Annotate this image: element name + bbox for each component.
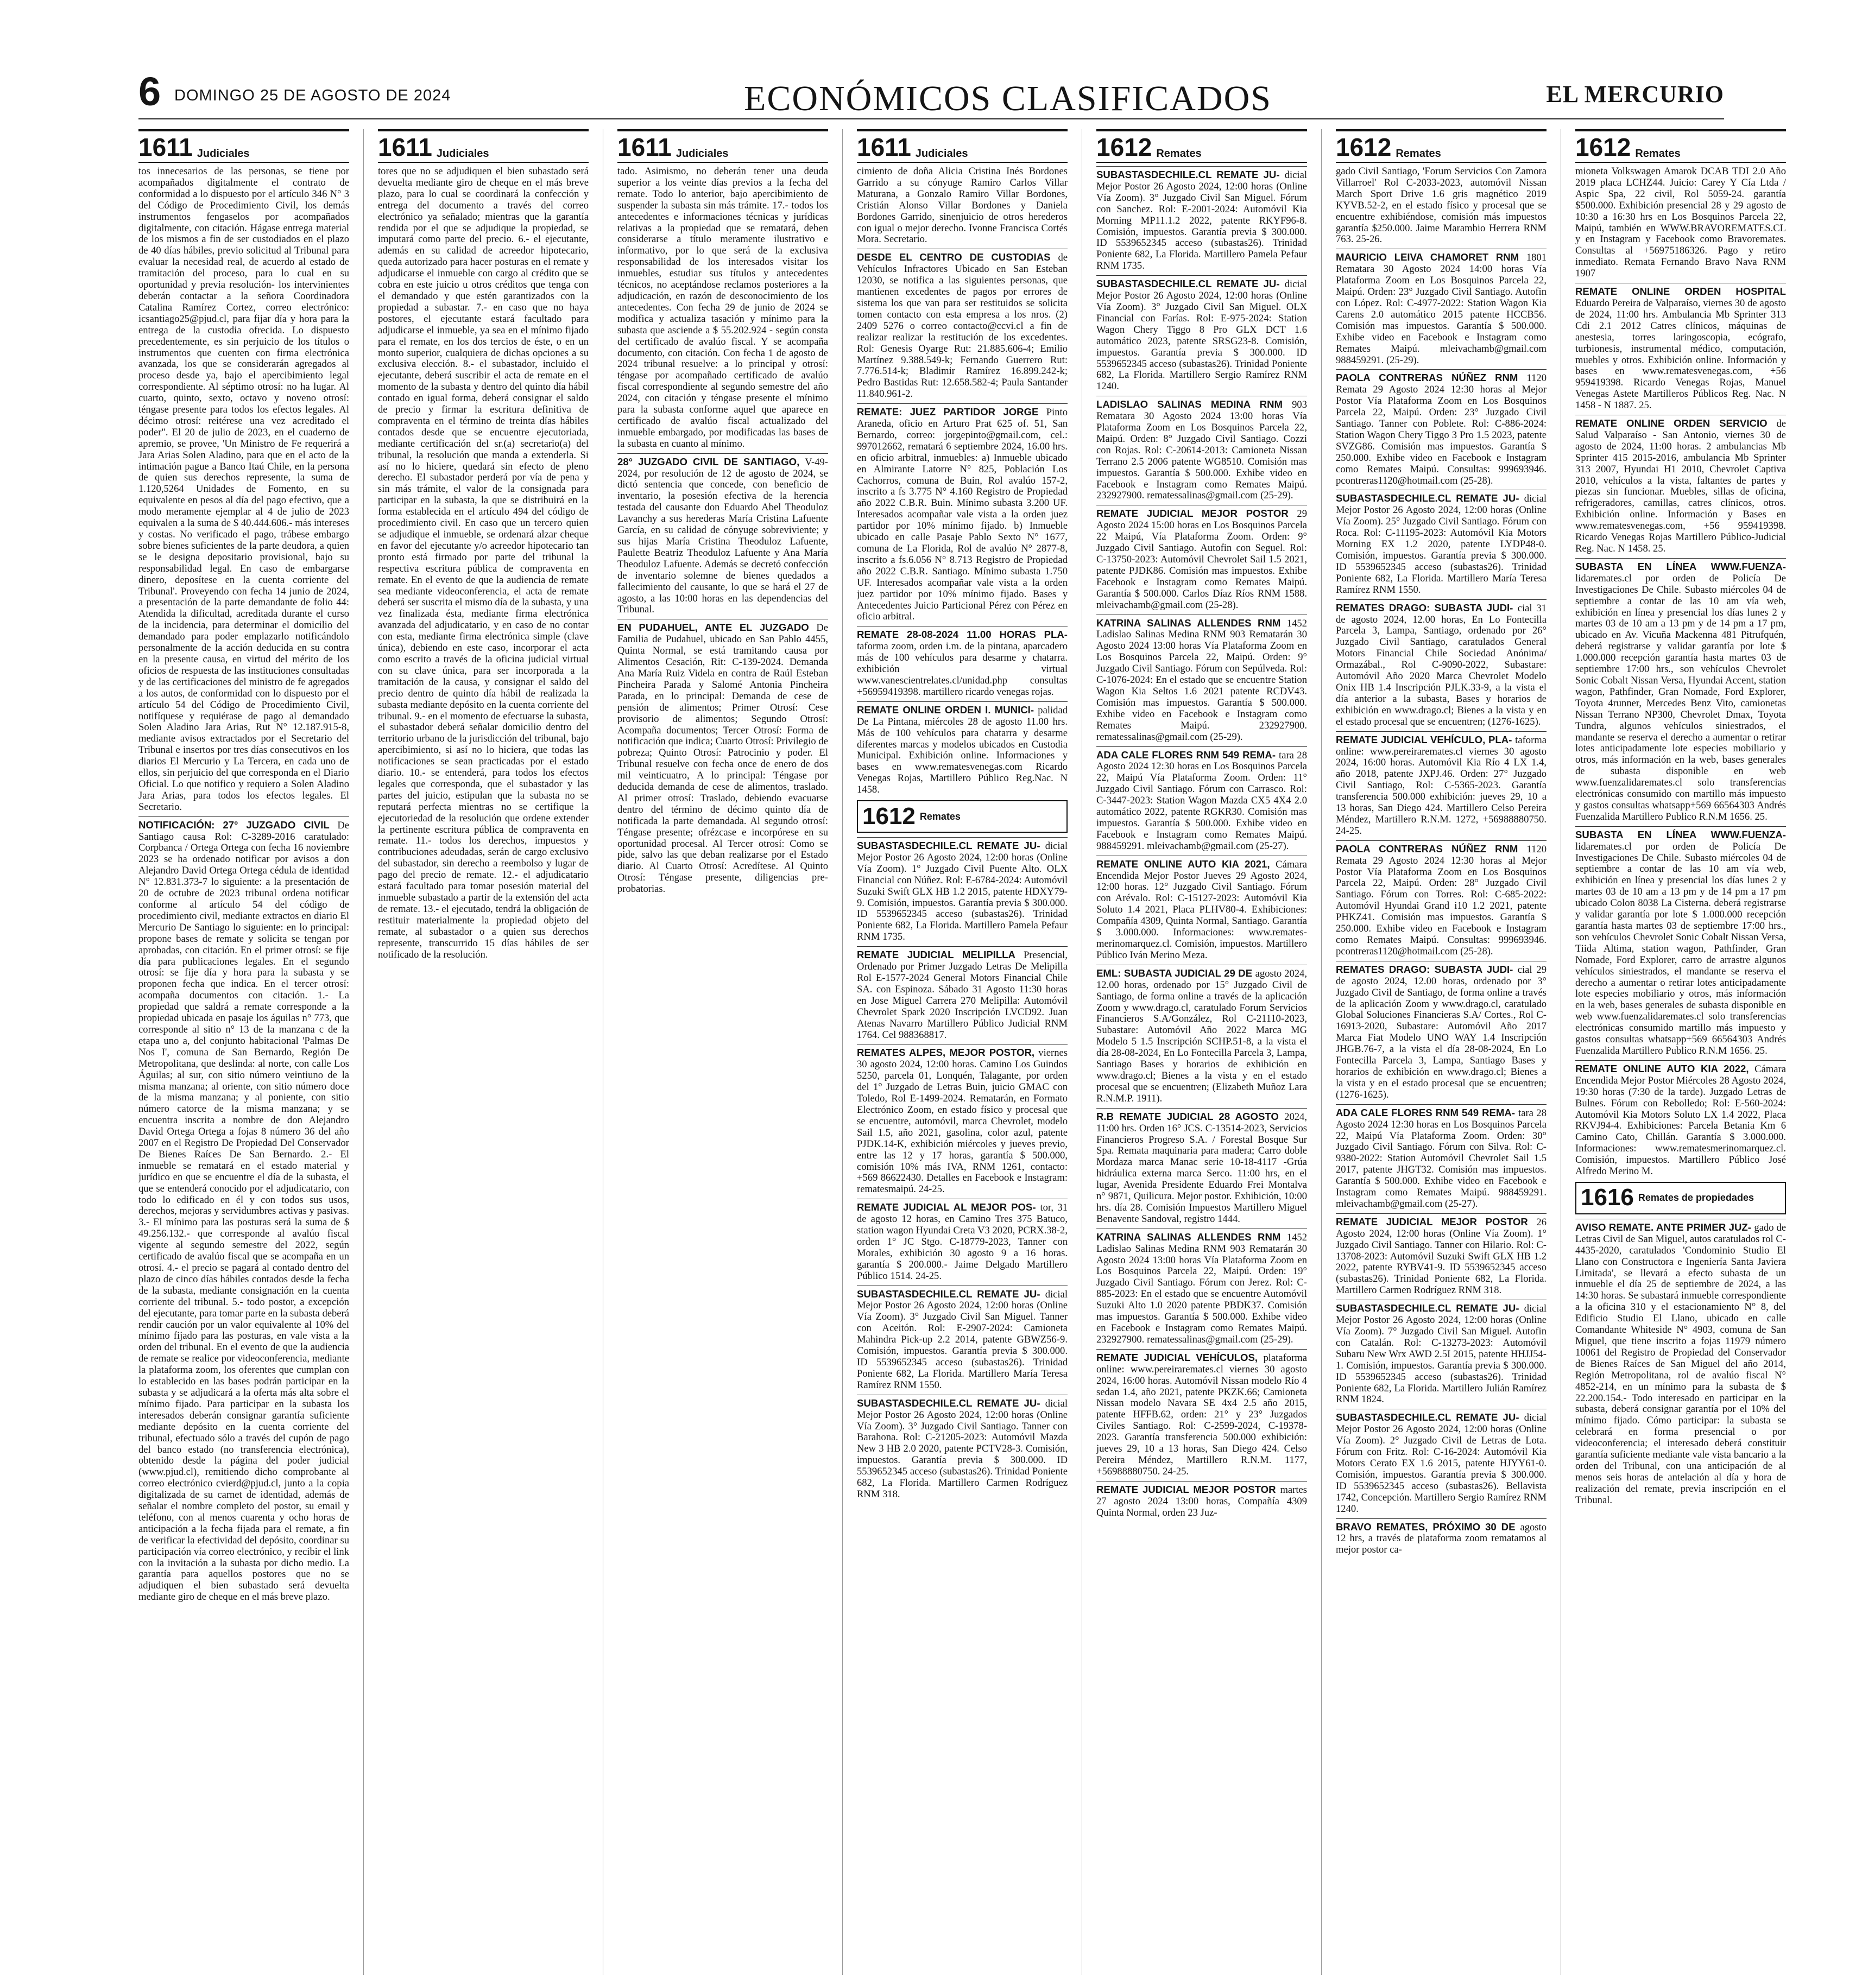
- ad-title: DESDE EL CENTRO DE CUSTODIAS: [857, 251, 1058, 263]
- ad-text: [1575, 418, 1786, 555]
- ad-text: [857, 252, 1068, 400]
- ad-title: SUBASTA EN LÍNEA WWW.FUENZA-: [1575, 828, 1786, 840]
- ad-title: EML: SUBASTA JUDICIAL 29 DE: [1096, 967, 1255, 979]
- ad-continuation: tores que no se adjudiquen el bien subastado será devuelta mediante giro de cheque en el más breve plazo, para lo cual se coordinará la confección y entrega del documento a través del correo electrónico ya señalado; mientras que la garantía rendida por el que se adjudique la propiedad, se imputará como parte del precio. 6.- el ejecutante, además en su calidad de acreedor hipotecario, queda autorizado para hacer posturas en el remate y adjudicarse el inmueble con cargo al crédito que se cobra en este juicio u otros créditos que tenga con el demandado y que estén garantizados con la propiedad a subastar. 7.- en caso que no haya postores, el ejecutante estará facultado para adjudicarse el inmueble, ya sea en el mínimo fijado para el remate, en los dos tercios de éste, o en un monto superior, cualquiera de dichas opciones a su exclusiva elección. 8.- el subastador, incluido el ejecutante, deberá suscribir el acta de remate en el momento de la subasta y dentro del quinto día hábil contado en igual forma, deberá consignar el saldo de precio y firmar la escritura definitiva de compraventa en el término de treinta días hábiles contados desde que se encuentre ejecutoriada, mediante certificación del sr.(a) secretario(a) del tribunal, la resolución que manda a extenderla. Si así no lo hiciere, quedará sin efecto de pleno derecho. El subastador perderá por vía de pena y sin más trámite, el valor de la consignada para participar en la subasta, la que se distribuirá en la forma establecida en el artículo 494 del código de procedimiento civil. En caso que un tercero quien se adjudique el inmueble, se ordenará alzar cheque en favor del ejecutante y/o acreedor hipotecario tan pronto está firmado por parte del tribunal la respectiva escritura pública de compraventa en remate. En el evento de que la audiencia de remate sea mediante videoconferencia, el acta de remate deberá ser suscrita el mismo día de la subasta, y una vez finalizada ésta, mediante firma electrónica avanzada del adjudicatario, y en caso de no contar con esta, mediante firma electrónica simple (clave única), debiendo en este caso, incorporar el acta como escrito a través de la oficina judicial virtual con su clave única, para ser incorporada a la tramitación de la causa, y consignar el saldo del precio dentro de quinto día hábil de realizada la subasta mediante depósito en la cuenta corriente del tribunal. 9.- en el momento de efectuarse la subasta, el subastador deberá señalar domicilio dentro del territorio urbano de la jurisdicción del tribunal, bajo apercibimiento, si así no lo hiciera, que todas las notificaciones se sean practicadas por el estado diario. 10.- se entenderá, para todos los efectos legales que corresponda, que el subastador y las partes del juicio, estipulan que la subasta no se reputará perfecta mientras no se certifique la ejecutoriedad de la resolución que ordene extender la pertinente escritura pública de compraventa en remate. 11.- todos los derechos, impuestos y contribuciones adeudadas, serán de cargo exclusivo del subastador, sin derecho a reembolso y lugar de pago del precio de remate. 12.- el adjudicatario estará facultado para tomar posesión material del inmueble subastado a partir de la extensión del acta de remate. 13.- el ejecutado, tendrá la obligación de restituir materialmente la propiedad objeto del remate, al subastador o a quien sus derechos represente, transcurrido 15 días hábiles de ser notificado de la resolución.: [378, 166, 589, 960]
- classified-ad: [857, 837, 1068, 943]
- ad-continuation: mioneta Volkswagen Amarok DCAB TDI 2.0 Año 2019 placa LCHZ44. Juicio: Carey Y Cía Ltda / Aspic Spa, 22 civil, Rol 5059-24. garantía $500.000. Exhibición presencial 28 y 29 agosto de 10:30 a 16:30 hrs en Los Bosquinos Parcela 22, Maipú, también en WWW.BRAVOREMATES.CL y en Instagram y Facebook como Bravoremates. Consultas al +56975186326. Pago y retiro inmediato. Remata Fernando Bravo Nava RNM 1907: [1575, 166, 1786, 280]
- classified-ad: [1336, 1213, 1547, 1296]
- ad-title: REMATE JUDICIAL MEJOR POSTOR: [1096, 508, 1297, 520]
- section-header: [138, 129, 349, 163]
- ad-text: [857, 705, 1068, 796]
- classified-column: [138, 129, 349, 1975]
- ad-text: [1096, 278, 1307, 392]
- ad-text: [1336, 735, 1547, 837]
- ad-text: [1096, 859, 1307, 961]
- classified-ad: [1336, 731, 1547, 837]
- ad-body: viernes 30 agosto 2024, 12:00 horas. Camino Los Guindos 5250, parcela 01, Lonquén, Talagante, por orden del 1° Juzgado de Letras Buin, juicio GMAC con Toledo, Rol E-1499-2024. Rematarán, en Formato Electrónico Zoom, en estado físico y procesal que se encuentre, automóvil, marca Chevrolet, modelo Sail 1.5, año 2021, gasolina, color azul, patente PJDK.14-K, exhibición miércoles y jueves previo, entre las 12 y 17 horas, garantía $ 500.000, comisión 10% más IVA, RNM 1261, contacto: +569 86622430. Detalles en Facebook e Instagram: rematesmaipú. 24-25.: [857, 1047, 1068, 1195]
- classified-ad: [617, 619, 828, 895]
- ad-title: SUBASTASDECHILE.CL REMATE JU-: [857, 840, 1045, 852]
- classified-ad: [1336, 961, 1547, 1101]
- ad-title: ADA CALE FLORES RNM 549 REMA-: [1096, 749, 1279, 761]
- ad-text: [1336, 1522, 1547, 1556]
- ad-text: [857, 1398, 1068, 1501]
- classified-ad: [1336, 249, 1547, 366]
- ad-title: SUBASTASDECHILE.CL REMATE JU-: [1336, 492, 1524, 504]
- ad-body: Cámara Encendida Mejor Postor Jueves 29 Agosto 2024, 12:00 horas. 12° Juzgado Civil Santiago. Fórum con Arévalo. Rol: C-15127-2023: Automóvil Kia Soluto 1.4 2021, Placa PLHV80-4. Exhibiciones: Compañía 4309, Quinta Normal, Santiago. Garantía $ 3.000.000. Informaciones: www.remates-merinomarquez.cl. Comisión, impuestos. Martillero Público Iván Merino Meza.: [1096, 858, 1307, 961]
- ad-text: [1096, 1484, 1307, 1519]
- section-header: [857, 800, 1068, 833]
- column-divider: [363, 129, 364, 1975]
- classified-ad: [1336, 490, 1547, 596]
- ad-title: AVISO REMATE. ANTE PRIMER JUZ-: [1575, 1221, 1754, 1233]
- ad-title: KATRINA SALINAS ALLENDES RNM: [1096, 617, 1287, 629]
- ad-body: agosto 2024, 12.00 horas, ordenado por 15° Juzgado Civil de Santiago, de forma online a través de la aplicación Zoom y www.drago.cl, caratulado Forum Servicios Financieros S.A/González, Rol C-21110-2023, Subastare: Automóvil Año 2022 Marca MG Modelo 5 1.5 Inscripción SCHP.51-8, a la vista el día 28-08-2024, En Lo Fontecilla Parcela 3, Lampa, Santiago Bases y horarios de exhibición en www.drago.cl; Bienes a la vista y en el estado procesal que se encuentren; (Elizabeth Muñoz Lara R.N.M.P. 1911).: [1096, 967, 1307, 1104]
- classified-ad: [1096, 615, 1307, 743]
- section-header: [617, 129, 828, 163]
- ad-text: [857, 407, 1068, 623]
- classified-ad: [1096, 505, 1307, 611]
- ad-body: cial 31 de agosto 2024, 12.00 horas, En Lo Fontecilla Parcela 3, Lampa, Santiago, ordenado por 26° Juzgado Civil Santiago, caratulados General Motors Financial Chile Sociedad Anónima/ Ormazábal., Rol C-9090-2022, Subastare: Automóvil Año 2020 Marca Chevrolet Modelo Onix HB 1.4 Inscripción PJLK.33-9, a la vista el día anterior a la subasta, Bases y horarios de exhibición en www.drago.cl; Bienes a la vista y en el estado procesal que se encuentren; (1276-1625).: [1336, 602, 1547, 727]
- section-code: 1616: [1581, 1184, 1634, 1211]
- publication-date: DOMINGO 25 DE AGOSTO DE 2024: [174, 87, 451, 104]
- section-header: [1336, 129, 1547, 163]
- ad-text: [1575, 286, 1786, 411]
- ad-body: V-49-2024, por resolución de 12 de agosto de 2024, se dictó sentencia que concede, con beneficio de inventario, la posesión efectiva de la herencia testada del causante don Eduardo Abel Theoduloz Lavanchy a sus herederas María Cristina Lafuente García, en su calidad de cónyuge sobreviviente; y sus hijas María Cristina Theoduloz Lafuente, Paulette Beatriz Theoduloz Lafuente y Ana María Theoduloz Lafuente. Además se decretó confección de inventario solemne de bienes quedados a fallecimiento del causante, lo que se hará el 27 de agosto, a las 10:00 horas en las dependencias del Tribunal.: [617, 456, 828, 616]
- ad-title: BRAVO REMATES, PRÓXIMO 30 DE: [1336, 1521, 1520, 1533]
- section-header: [857, 129, 1068, 163]
- classified-ad: [857, 1286, 1068, 1391]
- classified-column: [1096, 129, 1307, 1975]
- classified-ad: [857, 1199, 1068, 1282]
- ad-text: [1096, 169, 1307, 272]
- ad-title: SUBASTASDECHILE.CL REMATE JU-: [1096, 278, 1285, 290]
- classified-ad: [1336, 369, 1547, 486]
- classified-ad: [1096, 856, 1307, 961]
- classified-ad: [1096, 1229, 1307, 1346]
- ad-body: lidaremates.cl por orden de Policía De Investigaciones De Chile. Subasto miércoles 04 de septiembre a contar de las 10 am vía web, exhibición en línea y presencial los días lunes 2 y martes 03 de 10 am a 13 pm y de 14 pm a 17 pm, ubicado en Av. Vicuña Mackenna 481 Pitrufquén, deberá registrarse y validar garantía por lote $ 1.000.000 recepción garantía hasta martes 03 de septiembre 17:00 hrs., son vehículos Chevrolet Sonic Cobalt Nissan Versa, Hyundai Accent, station wagon, Pathfinder, Gran Nomade, Ford Explorer, Toyota 4runner, Mercedes Benz Vito, camionetas Nissan Terrano NP300, Chevrolet Dmax, Toyota Tundra, algunos vehículos siniestrados, el mandante se reserva el derecho a aumentar o retirar lotes anticipadamente lote especies mobiliario y otros, más información en la web, bases generales de subasta disponible en web www.fuenzalidaremates.cl solo transferencias electrónicas consumido con martillo más impuesto y gastos consultas whatsapp+569 66564303 Andrés Fuenzalida Martillero Publico R.N.M 1656. 25.: [1575, 572, 1786, 822]
- ad-body: de Vehículos Infractores Ubicado en San Esteban 12030, se notifica a las siguientes personas, que mantienen excedentes de pagos por errores de sistema los que van para ser restituidos se solicita tomen contacto con esta empresa a los nros. (2) 2409 5276 o correo contacto@ccvi.cl a fin de realizar realizar la restitución de los excedentes. Rol: Genesis Oyarge Rut: 21.885.606-4; Emilio Martínez 9.388.549-k; Fernando Guerrero Rut: 7.776.514-k; Bladimir Ramírez 16.899.242-k; Pedro Bastidas Rut: 12.658.582-4; Paula Santander 11.840.961-2.: [857, 252, 1068, 400]
- classified-ad: [138, 816, 349, 1604]
- ad-title: REMATE 28-08-2024 11.00 HORAS PLA-: [857, 629, 1068, 641]
- top-rule: [138, 118, 1724, 119]
- section-title: ECONÓMICOS CLASIFICADOS: [744, 79, 1272, 118]
- section-label: Judiciales: [436, 148, 489, 160]
- classified-ad: [1096, 396, 1307, 502]
- ad-body: cial 29 de agosto 2024, 12.00 horas, ordenado por 3° Juzgado Civil de Santiago, de forma online a través de la aplicación Zoom y www.drago.cl, caratulado Global Soluciones Financieras S.A/ Cortes., Rol C-16913-2020, Subastare: Automóvil Año 2017 Marca Fiat Modelo UNO WAY 1.4 Inscripción JHGB.76-7, a la vista el día 28-08-2024, En Lo Fontecilla Parcela 3, Lampa, Santiago Bases y horarios de exhibición en www.drago.cl; Bienes a la vista y en el estado procesal que se encuentren; (1276-1625).: [1336, 964, 1547, 1100]
- ad-body: taforma zoom, orden i.m. de la pintana, aparcadero más de 100 vehículos para desarme y chatarra. exhibición virtual www.vanescientrelates.cl/unidad.php consultas +56959419398. martillero ricardo venegas rojas.: [857, 641, 1068, 698]
- ad-body: Cámara Encendida Mejor Postor Miércoles 28 Agosto 2024, 19:30 horas (7:30 de la tarde). Juzgado Letras de Bulnes. Fórum con Rebolledo; Rol: E-560-2024: Automóvil Kia Motors Soluto LX 1.4 2022, Placa RKVJ94-4. Exhibiciones: Parcela Betania Km 6 Camino Cato, Chillán. Garantía $ 3.000.000. Informaciones: www.rematesmerinomarquez.cl. Comisión, impuestos. Martillero Público José Alfredo Merino M.: [1575, 1063, 1786, 1177]
- ad-body: dicial Mejor Postor 26 Agosto 2024, 12:00 horas (Online Vía Zoom). 3° Juzgado Civil San Miguel. Tanner con Aceitón. Rol: E-2907-2024: Camioneta Mahindra Pick-up 2.2 2014, patente GBWZ56-9. Comisión, impuestos. Garantía previa $ 300.000. ID 5539652345 acceso (subastas26). Trinidad Poniente 682, La Florida. Martillero María Teresa Ramírez RNM 1550.: [857, 1288, 1068, 1391]
- section-label: Judiciales: [676, 148, 729, 160]
- ad-title: SUBASTASDECHILE.CL REMATE JU-: [1336, 1302, 1524, 1314]
- ad-text: [1336, 252, 1547, 366]
- ad-text: [1336, 1412, 1547, 1515]
- ad-body: 2024, 11:00 hrs. Orden 16° JCS. C-13514-2023, Servicios Financieros Progreso S.A. / Forestal Bosque Sur Spa. Remata maquinaria para madera; Carro doble Mordaza marca Manac serie 10-18-4117 -Grúa hidráulica externa marca Serco. 11:00 hrs, en el lugar, Avenida Presidente Eduardo Frei Montalva n° 9871, Quilicura. Mejor postor. Exhibición, 10:00 hrs. día 28. Comisión Impuestos Martillero Miguel Benavente Sandoval, registro 1444.: [1096, 1111, 1307, 1225]
- classified-ad: [1096, 965, 1307, 1105]
- classified-ad: [1096, 1108, 1307, 1225]
- masthead: [138, 71, 1724, 119]
- ad-text: [1096, 750, 1307, 852]
- ad-text: [1096, 618, 1307, 743]
- classified-ad: [857, 1044, 1068, 1195]
- section-code: 1612: [1336, 133, 1392, 161]
- ad-title: REMATE ONLINE ORDEN HOSPITAL: [1575, 286, 1786, 297]
- ad-text: [617, 622, 828, 895]
- ad-body: De Santiago causa Rol: C-3289-2016 caratulado: Corpbanca / Ortega Ortega con fecha 16 noviembre 2023 se ha ordenado notificar por avisos a don Alejandro David Ortega Ortega cédula de identidad N° 12.831.373-7 lo siguiente: a la presentación de 20 de octubre de 2023 tribunal ordena notificar conforme al artículo 54 del código de procedimiento civil, mediante extractos en diario El Mercurio De Santiago lo siguiente: en lo principal: propone bases de remate y solicita se tengan por aprobadas, con citación. En el primer otrosí: se fije día para publicaciones legales. En el segundo otrosí: se fije día y hora para la subasta y se proponen fecha que indica. En el tercer otrosí: acompaña documentos con citación. 1.- La propiedad que saldrá a remate corresponde a la propiedad ubicada en pasaje los águilas n° 773, que corresponde al sitio n° 13 de la manzana c de la etapa uno a, del conjunto habitacional 'Palmas De Nos I', comuna de San Bernardo, Región De Metropolitana, que deslinda: al norte, con calle Los Águilas; al sur, con sitio número veintiuno de la misma manzana; al oriente, con sitio número doce de la misma manzana; y al poniente, con sitio número catorce de la misma manzana; y se encuentra inscrita a nombre de don Alejandro David Ortega Ortega a fojas 8 número 36 del año 2007 en el Registro De Propiedad Del Conservador De Bienes Raíces De San Bernardo. 2.- El inmueble se rematará en el estado material y jurídico en que se encuentre el día de la subasta, el que se entenderá conocido por el adjudicatario, con todo lo edificado en él y con todos sus usos, derechos, mejoras y servidumbres activas y pasivas. 3.- El mínimo para las posturas será la suma de $ 49.256.132.- que corresponde al avalúo fiscal vigente al segundo semestre del 2022, según certificado de avalúo fiscal que se acompaña en un otrosí. 4.- el precio se pagará al contado dentro del plazo de cinco días hábiles contados desde la fecha de la subasta, mediante consignación en la cuenta corriente del tribunal. 5.- todo postor, a excepción del ejecutante, para tomar parte en la subasta deberá rendir caución por un valor equivalente al 10% del mínimo fijado para las posturas, en vale vista a la orden del tribunal. En el evento de que la audiencia de remate se realice por videoconferencia, mediante la plataforma zoom, los oferentes que cumplan con lo establecido en las bases podrán participar en la subasta y se adjudicará a la oferta más alta sobre el mínimo fijado. Para participar en la subasta los interesados deberán consignar garantía suficiente mediante depósito en la cuenta corriente del tribunal, efectuado sólo a través del cupón de pago del banco estado (no transferencia electrónica), obtenido desde la página del poder judicial (www.pjud.cl), remitiendo dicho comprobante al correo electrónico cvierd@pjud.cl, junto a la copia digitalizada de su carnet de identidad, además de señalar el nombre completo del postor, su email y teléfono, con al menos cuarenta y ocho horas de anticipación a la fecha fijada para el remate, a fin de verificar la efectividad del depósito, coordinar su participación vía correo electrónico, y recibir el link con la invitación a la subasta por dicho medio. La garantía para aquellos postores que no se adjudiquen el bien subastado será devuelta mediante giro de cheque en el más breve plazo.: [138, 819, 349, 1603]
- classified-ad: [857, 1395, 1068, 1501]
- classified-ad: [857, 249, 1068, 400]
- ad-text: [1096, 1352, 1307, 1478]
- ad-title: REMATE JUDICIAL MEJOR POSTOR: [1096, 1483, 1280, 1495]
- ad-title: REMATES ALPES, MEJOR POSTOR,: [857, 1047, 1039, 1059]
- ad-body: 1801 Rematara 30 Agosto 2024 14:00 horas Vía Plataforma Zoom en Los Bosquinos Parcela 22, Maipú. Orden: 23° Juzgado Civil Santiago. Autofin con López. Rol: C-4977-2022: Station Wagon Kia Carens 2.0 automático 2015 patente HCCB56. Comisión mas impuestos. Garantía $ 500.000. Exhibe video en Facebook e Instagram como Remates Maipú. mleivachamb@gmail.com 988459291. (25-29).: [1336, 252, 1547, 366]
- classified-ad: [1575, 1060, 1786, 1177]
- ad-body: gado de Letras Civil de San Miguel, autos caratulados rol C-4435-2020, caratulados 'Condominio Studio El Llano con Constructora e Ingeniería Santa Javiera Limitada', se llevará a efecto subasta de un inmueble el día 25 de septiembre de 2024, a las 14:30 horas. Se subastará inmueble correspondiente a la oficina 310 y el estacionamiento N° 8, del Edificio Studio El Llano, ubicado en calle Comandante Whiteside N° 4903, comuna de San Miguel, que tiene inscrito a fojas 11979 número 10061 del Registro de Propiedad del Conservador de Bienes Raíces de San Miguel del año 2014, Región Metropolitana, rol de avalúo fiscal N° 4852-214, en un mínimo para la subasta de $ 22.200.154.- Todo interesado en participar en la subasta, deberá consignar garantía por el 10% del mínimo fijado. Cómo participar: la subasta se celebrará en forma presencial o por videoconferencia; el interesado deberá constituir garantía suficiente mediante vale vista bancario a la orden del Tribunal, con una anticipación de al menos seis horas de antelación al día y hora de realización del remate, previa inscripción en el Tribunal.: [1575, 1221, 1786, 1506]
- ad-body: dicial Mejor Postor 26 Agosto 2024, 12:00 horas (Online Vía Zoom). 3° Juzgado Civil San Miguel. Fórum con Sanchez. Rol: E-2001-2024: Automóvil Kia Morning MP11.1.2 2022, patente RKYF96-8. Comisión, impuestos. Garantía previa $ 300.000. ID 5539652345 acceso (subastas26). Trinidad Poniente 682, La Florida. Martillero Pamela Pefaur RNM 1735.: [1096, 169, 1307, 272]
- classified-ad: [1575, 283, 1786, 411]
- classified-ad: [1096, 166, 1307, 272]
- ad-body: dicial Mejor Postor 26 Agosto 2024, 12:00 horas (Online Vía Zoom). 3° Juzgado Civil Santiago. Tanner con Barahona. Rol: C-21205-2023: Automóvil Mazda New 3 HB 2.0 2020, patente PCTV28-3. Comisión, impuestos. Garantía previa $ 300.000. ID 5539652345 acceso (subastas26). Trinidad Poniente 682, La Florida. Martillero Carmen Rodríguez RNM 318.: [857, 1397, 1068, 1500]
- classified-ad: [857, 701, 1068, 796]
- ad-text: [1336, 964, 1547, 1101]
- ad-title: SUBASTASDECHILE.CL REMATE JU-: [1336, 1411, 1524, 1423]
- classified-ad: [857, 403, 1068, 623]
- ad-title: SUBASTASDECHILE.CL REMATE JU-: [857, 1288, 1045, 1300]
- classified-ad: [1336, 1300, 1547, 1405]
- ad-text: [1336, 372, 1547, 486]
- classified-ad: [1336, 1409, 1547, 1515]
- ad-text: [1096, 968, 1307, 1105]
- section-header: [1575, 1182, 1786, 1214]
- classified-ad: [1336, 599, 1547, 728]
- ad-title: KATRINA SALINAS ALLENDES RNM: [1096, 1231, 1287, 1243]
- classified-ad: [1096, 1481, 1307, 1519]
- ad-title: REMATE JUDICIAL VEHÍCULO, PLA-: [1336, 733, 1516, 745]
- ad-body: tor, 31 de agosto 12 horas, en Camino Tres 375 Batuco, station wagon Hyundai Creta V3 2020, PCRX.38-2, orden 1° JC Stgo. C-18779-2023, Tanner con Morales, exhibición 30 agosto 9 a 16 horas. garantía $ 200.000.- Jaime Delgado Martillero Público 1514. 24-25.: [857, 1202, 1068, 1282]
- ad-text: [1575, 1063, 1786, 1177]
- ad-text: [857, 1047, 1068, 1195]
- classified-ad: [1336, 1104, 1547, 1210]
- section-label: Remates: [1156, 148, 1202, 160]
- ad-body: de Salud Valparaíso - San Antonio, viernes 30 de agosto de 2024, 11:00 horas. 2 ambulancias Mb Sprinter 415 2015-2016, ambulancia Mb Sprinter 313 2007, Hyundai H1 2010, Chevrolet Captiva 2010, vehículos a la vista, faltantes de partes y piezas sin funcionar. Muebles, sillas de oficina, refrigeradores, camillas, catres clínicos, otros. Exhibición online. Información y Bases en www.rematesvenegas.com, +56 959419398. Ricardo Venegas Rojas Martillero Público-Judicial Reg. Nac. N 1458. 25.: [1575, 418, 1786, 554]
- section-code: 1612: [1096, 133, 1152, 161]
- column-divider: [842, 129, 843, 1975]
- ad-text: [857, 840, 1068, 943]
- ad-body: dicial Mejor Postor 26 Agosto 2024, 12:00 horas (Online Vía Zoom). 25° Juzgado Civil Santiago. Fórum con Roca. Rol: C-11195-2023: Automóvil Kia Motors Morning EX 1.2 2020, patente LYDP48-0. Comisión, impuestos. Garantía previa $ 300.000. ID 5539652345 acceso (subastas26). Trinidad Poniente 682, La Florida. Martillero María Teresa Ramírez RNM 1550.: [1336, 493, 1547, 596]
- classified-ad: [1336, 1518, 1547, 1556]
- section-code: 1611: [617, 133, 672, 161]
- classified-ad: [1096, 1349, 1307, 1478]
- ad-body: dicial Mejor Postor 26 Agosto 2024, 12:00 horas (Online Vía Zoom). 7° Juzgado Civil San Miguel. Autofin con Catalán. Rol: C-13273-2023: Automóvil Subaru New Wrx AWD 2.5I 2015, patente HHJJ54-1. Comisión, impuestos. Garantía previa $ 300.000. ID 5539652345 acceso (subastas26). Trinidad Poniente 682, La Florida. Martillero Julián Ramírez RNM 1824.: [1336, 1303, 1547, 1405]
- ad-body: 1120 Remata 29 Agosto 2024 12:30 horas al Mejor Postor Vía Plataforma Zoom en Los Bosquinos Parcela 22, Maipú. Orden: 23° Juzgado Civil Santiago. Tanner con Poblete. Rol: C-886-2024: Station Wagon Chery Tiggo 3 Pro 1.5 2023, patente SVZG86. Comisión mas impuestos. Garantía $ 250.000. Exhibe video en Facebook e Instagram como Remates Maipú. Consultas: 999693946. pcontreras1120@hotmail.com (25-28).: [1336, 372, 1547, 486]
- ad-title: REMATE: JUEZ PARTIDOR JORGE: [857, 406, 1046, 418]
- ad-text: [857, 629, 1068, 698]
- section-code: 1611: [857, 133, 911, 161]
- ad-body: dicial Mejor Postor 26 Agosto 2024, 12:00 horas (Online Vía Zoom). 1° Juzgado Civil Puente Alto. OLX Financial con Núñez. Rol: E-6784-2024: Automóvil Suzuki Swift GLX HB 1.2 2015, patente HDXY79-9. Comisión, impuestos. Garantía previa $ 300.000. ID 5539652345 acceso (subastas26). Trinidad Poniente 682, La Florida. Martillero Pamela Pefaur RNM 1735.: [857, 840, 1068, 943]
- ad-body: 1120 Remata 29 Agosto 2024 12:30 horas al Mejor Postor Vía Plataforma Zoom en Los Bosquinos Parcela 22, Maipú. Orden: 28° Juzgado Civil Santiago. Fórum con Torres. Rol: C-685-2022: Automóvil Hyundai Grand i10 1.2 2021, patente PHKZ41. Comisión mas impuestos. Garantía $ 250.000. Exhibe video en Facebook e Instagram como Remates Maipú. Consultas: 999693946. pcontreras1120@hotmail.com (25-28).: [1336, 843, 1547, 957]
- ad-continuation: gado Civil Santiago, 'Forum Servicios Con Zamora Villarroel' Rol C-2033-2023, automóvil Nissan March Sport Drive 1.6 gris magnético 2019 KYVB.52-2, en el estado físico y procesal que se encuentre exhibiéndose, comisión más impuestos garantía $250.000. Jaime Marambio Herrera RNM 763. 25-26.: [1336, 166, 1547, 245]
- ad-text: [1096, 1232, 1307, 1346]
- ad-title: SUBASTASDECHILE.CL REMATE JU-: [1096, 169, 1285, 180]
- classified-ad: [857, 946, 1068, 1041]
- section-label: Remates: [1396, 148, 1441, 160]
- ad-text: [1336, 493, 1547, 596]
- classified-column: [1336, 129, 1547, 1975]
- ad-title: REMATE JUDICIAL MELIPILLA: [857, 949, 1024, 961]
- classified-ad: [1336, 840, 1547, 958]
- ad-text: [1336, 603, 1547, 728]
- section-code: 1611: [378, 133, 432, 161]
- ad-title: REMATE JUDICIAL AL MEJOR POS-: [857, 1201, 1040, 1213]
- ad-text: [1096, 399, 1307, 502]
- classified-ad: [1575, 415, 1786, 555]
- section-label: Remates: [919, 811, 961, 822]
- ad-body: plataforma online: www.pereiraremates.cl viernes 30 agosto 2024, 16:00 horas. Automóvil Nissan modelo Río 4 sedan 1.4, año 2021, patente PKZK.66; Camioneta Nissan modelo Navara SE 4x4 2.5 año 2015, patente HFFB.62, orden: 21° y 23° Juzgados Civiles Santiago. Rol: C-2599-2024, C-19378-2023. Garantía transferencia 500.000 exhibición: jueves 29, 10 a 13 horas, San Diego 424. Celso Pereira Méndez, Martillero R.N.M. 1177, +56988880750. 24-25.: [1096, 1352, 1307, 1477]
- section-label: Judiciales: [915, 148, 968, 160]
- ad-body: 903 Rematara 30 Agosto 2024 13:00 horas Vía Plataforma Zoom en Los Bosquinos Parcela 22, Maipú. Orden: 8° Juzgado Civil Santiago. Cozzi con Rojas. Rol: C-20614-2013: Camioneta Nissan Terrano 2.5 2006 patente WG8510. Comisión mas impuestos. Garantía $ 500.000. Exhibe video en Facebook e Instagram como Remates Maipú. 232927900. rematessalinas@gmail.com (25-29).: [1096, 399, 1307, 502]
- ad-title: MAURICIO LEIVA CHAMORET RNM: [1336, 251, 1526, 263]
- ad-text: [857, 1202, 1068, 1282]
- ad-title: EN PUDAHUEL, ANTE EL JUZGADO: [617, 622, 817, 634]
- ad-body: 1452 Ladislao Salinas Medina RNM 903 Rematarán 30 Agosto 2024 13:00 horas Vía Plataforma Zoom en Los Bosquinos Parcela 22, Maipú. Orden: 9° Juzgado Civil Santiago. Fórum con Sepúlveda. Rol: C-1076-2024: En el estado que se encuentre Station Wagon Kia Seltos 1.6 2021 patente RCDV43. Comisión mas impuestos. Garantía $ 500.000. Exhibe video en Facebook e Instagram como Remates Maipú. 232927900. rematessalinas@gmail.com (25-29).: [1096, 617, 1307, 743]
- classified-ad: [1575, 826, 1786, 1057]
- ad-title: REMATE JUDICIAL VEHÍCULOS,: [1096, 1351, 1264, 1363]
- ad-body: dicial Mejor Postor 26 Agosto 2024, 12:00 horas (Online Vía Zoom). 2° Juzgado Civil de Letras de Lota. Fórum con Fritz. Rol: C-16-2024: Automóvil Kia Motors Cerato EX 1.6 2015, patente HJYY61-0. Comisión, impuestos. Garantía previa $ 300.000. ID 5539652345 acceso (subastas26). Bellavista 1742, Concepción. Martillero Sergio Ramírez RNM 1240.: [1336, 1412, 1547, 1515]
- ad-body: lidaremates.cl por orden de Policía De Investigaciones De Chile. Subasto miércoles 04 de septiembre a contar de las 10 am vía web, exhibición en línea y presencial los días lunes 2 y martes 03 de 10 am a 13 pm y de 14 pm a 17 pm ubicado Colon 8038 La Cisterna. deberá registrarse y validar garantía por lote $ 1.000.000 recepción garantía hasta martes 03 de septiembre 17:00 hrs., son vehículos Chevrolet Sonic Cobalt Nissan Versa, Tiida Altima, station wagon, Pathfinder, Gran Nomade, Ford Explorer, carro de arrastre algunos vehículos siniestrados, el mandante se reserva el derecho a aumentar o retirar lotes anticipadamente lote especies mobiliario y otros, más información en la web, bases generales de subasta disponible en web www.fuenzalidaremates.cl solo transferencias electrónicas consumido martillo más impuesto y gastos consultas whatsapp+569 66564303 Andrés Fuenzalida Martillero Publico R.N.M 1656. 25.: [1575, 840, 1786, 1056]
- ad-continuation: tos innecesarios de las personas, se tiene por acompañados digitalmente el contrato de conformidad a lo dispuesto por el artículo 346 N° 3 del Código de Procedimiento Civil, los demás instrumentos fengaselos por acompañados digitalmente, con citación. Hágase entrega material de los mismos a fin de ser custodiados en el plazo de 40 días hábiles, previo solicitud al Tribunal para evaluar la necesidad real, de acuerdo al estado de tramitación del proceso, para lo cual en su oportunidad y previa resolución- los intervinientes deberán contactar a la señora Coordinadora Catalina Ramírez Cortez, correo electrónico: icsantiago25@pjud.cl, para fijar día y hora para la entrega de la custodia ofrecida. Lo dispuesto precedentemente, es sin perjuicio de los títulos o instrumentos que cuenten con firma electrónica avanzada, los que se considerarán agregados al proceso desde ya, bajo el apercibimiento legal correspondiente. Al séptimo otrosí: no ha lugar. Al cuarto, quinto, sexto, octavo y noveno otrosí: téngase presente para todos los efectos legales. Al décimo otrosí: reitérese una vez acreditado el poder". El 20 de julio de 2023, en el cuaderno de apremio, se provee, 'Un Ministro de Fe requerirá a Jara Arias Solen Aladino, para que en el acto de la intimación pague a Banco Itaú Chile, en la persona de quien sus derechos represente, la suma de 1.120,5264 Unidades de Fomento, en su equivalente en pesos al día del pago efectivo, que a modo meramente ejemplar al 4 de julio de 2023 equivalen a la suma de $ 40.444.606.- más intereses y costas. No verificado el pago, trábese embargo sobre bienes suficientes de la parte deudora, a quien se le designa depositario provisional, bajo su responsabilidad legal. En caso de embargarse dinero, deposítese en la cuenta corriente del Tribunal'. Proveyendo con fecha 14 junio de 2024, a presentación de la parte demandante de folio 44: Atendida la dificultad, acreditada durante el curso de la incidencia, para determinar el domicilio del demandado para poder emplazarlo notificándolo personalmente de la acción deducida en su contra en la presente causa, en virtud del mérito de los oficios de respuesta de las instituciones consultadas y de las certificaciones del ministro de fe agregados a los autos, de conformidad con lo dispuesto por el artículo 54 del Código de Procedimiento Civil, notifíquese y requiérase de pago al demandado Solen Aladino Jara Arias, Rut N° 12.187.915-8, mediante avisos extractados por el Secretario del Tribunal e insertos por tres días consecutivos en los diarios El Mercurio y La Tercera, en cada uno de ellos, sin perjuicio del que corresponda en el Diario Oficial. Lo que notifico y requiero a Solen Aladino Jara Arias, para todos los efectos legales. El Secretario.: [138, 166, 349, 813]
- ad-body: 1452 Ladislao Salinas Medina RNM 903 Rematarán 30 Agosto 2024 13:00 horas Vía Plataforma Zoom en Los Bosquinos Parcela 22, Maipú. Orden: 19° Juzgado Civil Santiago. Fórum con Jerez. Rol: C-885-2023: En el estado que se encuentre Automóvil Suzuki Alto 1.0 2020 patente PBDK37. Comisión mas impuestos. Garantía $ 500.000. Exhibe video en Facebook e Instagram como Remates Maipú. 232927900. rematessalinas@gmail.com (25-29).: [1096, 1231, 1307, 1345]
- ad-body: agosto 12 hrs, a través de plataforma zoom rematamos al mejor postor ca-: [1336, 1521, 1547, 1556]
- column-divider: [1321, 129, 1322, 1975]
- ad-title: 28° JUZGADO CIVIL DE SANTIAGO,: [617, 455, 805, 467]
- classified-column: [857, 129, 1068, 1975]
- ad-body: 26 Agosto 2024, 12:00 horas (Online Vía Zoom). 1° Juzgado Civil Santiago. Tanner con Hilario. Rol: C-13708-2023: Automóvil Suzuki Swift GLX HB 1.2 2022, patente RYBV41-9. ID 5539652345 acceso (subastas26). Trinidad Poniente 682, La Florida. Martillero Carmen Rodríguez RNM 318.: [1336, 1216, 1547, 1296]
- ad-body: Eduardo Pereira de Valparaíso, viernes 30 de agosto de 2024, 11:00 hrs. Ambulancia Mb Sprinter 313 Cdi 2.1 2012 Catres clínicos, máquinas de anestesia, torres laringoscopia, ecógrafo, turbionesis, instrumental médico, computación, muebles y otros. Exhibición online. Información y bases en www.rematesvenegas.com, +56 959419398. Ricardo Venegas Rojas, Manuel Venegas Astete Martilleros Públicos Reg. Nac. N 1458 - N 1887. 25.: [1575, 297, 1786, 411]
- classified-ad: [1575, 1219, 1786, 1506]
- newspaper-name: EL MERCURIO: [1546, 81, 1724, 107]
- ad-text: [1336, 1303, 1547, 1405]
- ad-title: PAOLA CONTRERAS NÚÑEZ RNM: [1336, 843, 1527, 854]
- ad-title: R.B REMATE JUDICIAL 28 AGOSTO: [1096, 1110, 1285, 1122]
- ad-body: Presencial, Ordenado por Primer Juzgado Letras De Melipilla Rol E-1577-2024 General Motors Financial Chile SA. con Espinoza. Sábado 31 Agosto 11:30 horas en Jose Miguel Carrera 270 Melipilla: Automóvil Chevrolet Spark 2020 Inscripción LVCD92. Juan Atenas Navarro Martillero Público Judicial RNM 1764. Cel 988368817.: [857, 949, 1068, 1041]
- section-header: [1575, 129, 1786, 163]
- ad-body: 29 Agosto 2024 15:00 horas en Los Bosquinos Parcela 22 Maipú, Vía Plataforma Zoom. Orden: 9° Juzgado Civil Santiago. Autofin con Seguel. Rol: C-13750-2023: Automóvil Chevrolet Sail 1.5 2021, patente PJDK86. Comisión mas impuestos. Exhibe Facebook e Instagram como Remates Maipú. Garantía $ 500.000. Carlos Díaz Ríos RNM 1588. mleivachamb@gmail.com (25-28).: [1096, 508, 1307, 611]
- ad-text: [1575, 830, 1786, 1057]
- ad-title: REMATE ONLINE ORDEN I. MUNICI-: [857, 704, 1038, 716]
- ad-text: [1575, 1222, 1786, 1506]
- classified-ad: [1575, 558, 1786, 823]
- section-label: Remates de propiedades: [1638, 1192, 1754, 1204]
- ad-text: [617, 457, 828, 616]
- section-code: 1612: [862, 802, 916, 830]
- ad-text: [138, 820, 349, 1604]
- ad-text: [1575, 561, 1786, 823]
- ad-title: REMATES DRAGO: SUBASTA JUDI-: [1336, 602, 1518, 613]
- ad-title: PAOLA CONTRERAS NÚÑEZ RNM: [1336, 372, 1527, 384]
- ad-body: tara 28 Agosto 2024 12:30 horas en Los Bosquinos Parcela 22, Maipú Vía Plataforma Zoom. Orden: 30° Juzgado Civil Santiago. Fórum con Silva. Rol: C-9380-2022: Station Automóvil Chevrolet Sail 1.5 2017, patente JHGT32. Comisión mas impuestos. Garantía $ 500.000. Exhibe video en Facebook e Instagram como Remates Maipú. 988459291. mleivachamb@gmail.com (25-27).: [1336, 1107, 1547, 1210]
- ad-title: REMATE JUDICIAL MEJOR POSTOR: [1336, 1215, 1537, 1227]
- classified-ad: [857, 626, 1068, 698]
- section-header: [1096, 129, 1307, 163]
- ad-title: REMATE ONLINE AUTO KIA 2022,: [1575, 1062, 1755, 1074]
- ad-text: [1336, 1217, 1547, 1296]
- ad-title: LADISLAO SALINAS MEDINA RNM: [1096, 398, 1292, 410]
- classified-column: [378, 129, 589, 1975]
- classified-column: [617, 129, 828, 1975]
- classified-column: [1575, 129, 1786, 1975]
- ad-continuation: tado. Asimismo, no deberán tener una deuda superior a los veinte días previos a la fecha del remate. Todo lo anterior, bajo apercibimiento de suspender la subasta sin más trámite. 17.- todos los antecedentes e informaciones técnicas y jurídicas relativas a la propiedad que se rematará, deben considerarse a título meramente ilustrativo e informativo, por lo que será de la exclusiva responsabilidad de los interesados visitar los inmuebles, estudiar sus títulos y antecedentes técnicos, no aceptándose reclamos posteriores a la adjudicación, en razón de desconocimiento de los antecedentes. Con fecha 29 de junio de 2024 se modifica y actualiza tasación y mínimo para la subasta que asciende a $ 55.202.924 - según consta del certificado de avalúo fiscal. Y se acompaña documento, con citación. Con fecha 1 de agosto de 2024 tribunal resuelve: a lo principal y otrosí: téngase por acompañado certificado de avalúo fiscal correspondiente al segundo semestre del año 2024, con citación y téngase presente el mínimo para la subasta conforme aquel que aparece en certificado de avalúo fiscal actualizado del inmueble embargado, por modificadas las bases de la subasta en cuanto al mínimo.: [617, 166, 828, 449]
- ad-body: martes 27 agosto 2024 13:00 horas, Compañía 4309 Quinta Normal, orden 23 Juz-: [1096, 1484, 1307, 1518]
- ad-title: REMATE ONLINE ORDEN SERVICIO: [1575, 417, 1777, 429]
- ad-text: [1336, 844, 1547, 958]
- ad-text: [857, 949, 1068, 1041]
- ad-title: NOTIFICACIÓN: 27° JUZGADO CIVIL: [138, 819, 338, 831]
- ad-title: ADA CALE FLORES RNM 549 REMA-: [1336, 1106, 1519, 1118]
- section-label: Remates: [1635, 148, 1681, 160]
- section-label: Judiciales: [197, 148, 250, 160]
- ad-text: [1096, 508, 1307, 611]
- ad-body: De Familia de Pudahuel, ubicado en San Pablo 4455, Quinta Normal, se está tramitando causa por Alimentos Cesación, Rit: C-139-2024. Demanda Ana María Ruiz Videla en contra de Raúl Esteban Pincheira Parada y Salomé Antonia Pincheira Parada, en lo principal: Demanda de cese de pensión de alimentos; Primer Otrosí: Cese provisorio de alimentos; Segundo Otrosí: Acompaña documentos; Tercer Otrosí: Forma de notificación que indica; Cuarto Otrosí: Privilegio de pobreza; Quinto Otrosí: Patrocinio y poder. El Tribunal resuelve con fecha once de enero de dos mil veinticuatro, A lo principal: Téngase por deducida demanda de cese de alimentos, traslado. Al primer otrosí: Traslado, debiendo evacuarse dentro del término de décimo quinto día de notificada la parte demandada. Al segundo otrosí: Téngase presente; ofrézcase e incorpórese en su oportunidad procesal. Al Tercer otrosí: Como se pide, salvo las que deban realizarse por el Estado diario. Al Cuarto Otrosí: Acredítese. Al Quinto Otrosí: Téngase presente, diligencias pre-probatorias.: [617, 622, 828, 895]
- ad-body: palidad De La Pintana, miércoles 28 de agosto 11.00 hrs. Más de 100 vehículos para chatarra y desarme diferentes marcas y modelos ubicados en Custodia Municipal. Exhibición online. Informaciones y bases en www.rematesvenegas.com Ricardo Venegas Rojas, Martillero Público Reg.Nac. N 1458.: [857, 704, 1068, 796]
- ad-title: REMATES DRAGO: SUBASTA JUDI-: [1336, 963, 1518, 975]
- ad-body: dicial Mejor Postor 26 Agosto 2024, 12:00 horas (Online Vía Zoom). 3° Juzgado Civil San Miguel. OLX Financial con Farías. Rol: E-975-2024: Station Wagon Chery Tiggo 8 Pro GLX DCT 1.6 automático 2023, patente SRSG23-8. Comisión, impuestos. Garantía previa $ 300.000. ID 5539652345 acceso (subastas26). Trinidad Poniente 682, La Florida. Martillero Sergio Ramírez RNM 1240.: [1096, 278, 1307, 392]
- ad-text: [1336, 1107, 1547, 1210]
- ad-title: SUBASTA EN LÍNEA WWW.FUENZA-: [1575, 560, 1786, 572]
- classified-ad: [1096, 275, 1307, 392]
- ad-continuation: cimiento de doña Alicia Cristina Inés Bordones Garrido a su cónyuge Ramiro Carlos Villar Maturana, a Gonzalo Ramiro Villar Bordones, Cristián Alonso Villar Bordones y Daniela Bordones Garrido, sinenjuicio de otros herederos con igual o mejor derecho. Ivonne Francisca Cortés Mora. Secretario.: [857, 166, 1068, 245]
- ad-title: SUBASTASDECHILE.CL REMATE JU-: [857, 1397, 1045, 1409]
- section-code: 1612: [1575, 133, 1631, 161]
- page-number: 6: [138, 69, 161, 114]
- ad-text: [857, 1289, 1068, 1391]
- ad-body: Pinto Araneda, oficio en Arturo Prat 625 of. 51, San Bernardo, correo: jorgepinto@gmail.com, cel.: 997012662, rematará 6 septiembre 2024, 16.00 hrs. en oficio arbitral, inmuebles: a) Inmueble ubicado en Almirante Latorre N° 825, Población Los Cachorros, comuna de Buin, Rol avalúo 157-2, inscrito a fs 3.775 N° 4.160 Registro de Propiedad año 2022 C.B.R. Buin. Mínimo subasta 3.200 UF. Interesados acompañar vale vista a la orden juez partidor por 10% mínimo fijado. b) Inmueble ubicado en calle Pasaje Pablo Sexto N° 1677, comuna de La Florida, Rol de avalúo N° 2877-8, inscrito a fs.6.056 N° 8.713 Registro de Propiedad año 2022 C.B.R. Santiago. Mínimo subasta 1.750 UF. Interesados acompañar vale vista a la orden juez partidor por 10% mínimo fijado. Bases y Antecedentes Juicio Particional Pérez con Pérez en oficio arbitral.: [857, 407, 1068, 623]
- section-header: [378, 129, 589, 163]
- ad-body: tara 28 Agosto 2024 12:30 horas en Los Bosquinos Parcela 22, Maipú Vía Plataforma Zoom. Orden: 11° Juzgado Civil Santiago. Fórum con Carrasco. Rol: C-3447-2023: Station Wagon Mazda CX5 4X4 2.0 automático 2022, patente RGKR30. Comisión mas impuestos. Garantía $ 500.000. Exhibe video en Facebook e Instagram como Remates Maipú. 988459291. mleivachamb@gmail.com (25-27).: [1096, 749, 1307, 852]
- ad-body: taforma online: www.pereiraremates.cl viernes 30 agosto 2024, 16:00 horas. Automóvil Kia Río 4 LX 1.4, año 2018, patente JXPJ.46. Orden: 27° Juzgado Civil Santiago, Rol: C-5365-2023. Garantía transferencia 500.000 exhibición: jueves 29, 10 a 13 horas, San Diego 424. Martillero Celso Pereira Méndez, Martillero R.N.M. 1272, +56988880750. 24-25.: [1336, 734, 1547, 837]
- classified-ad: [617, 453, 828, 616]
- ad-title: REMATE ONLINE AUTO KIA 2021,: [1096, 858, 1276, 870]
- section-code: 1611: [138, 133, 193, 161]
- classified-ad: [1096, 746, 1307, 852]
- ad-text: [1096, 1111, 1307, 1225]
